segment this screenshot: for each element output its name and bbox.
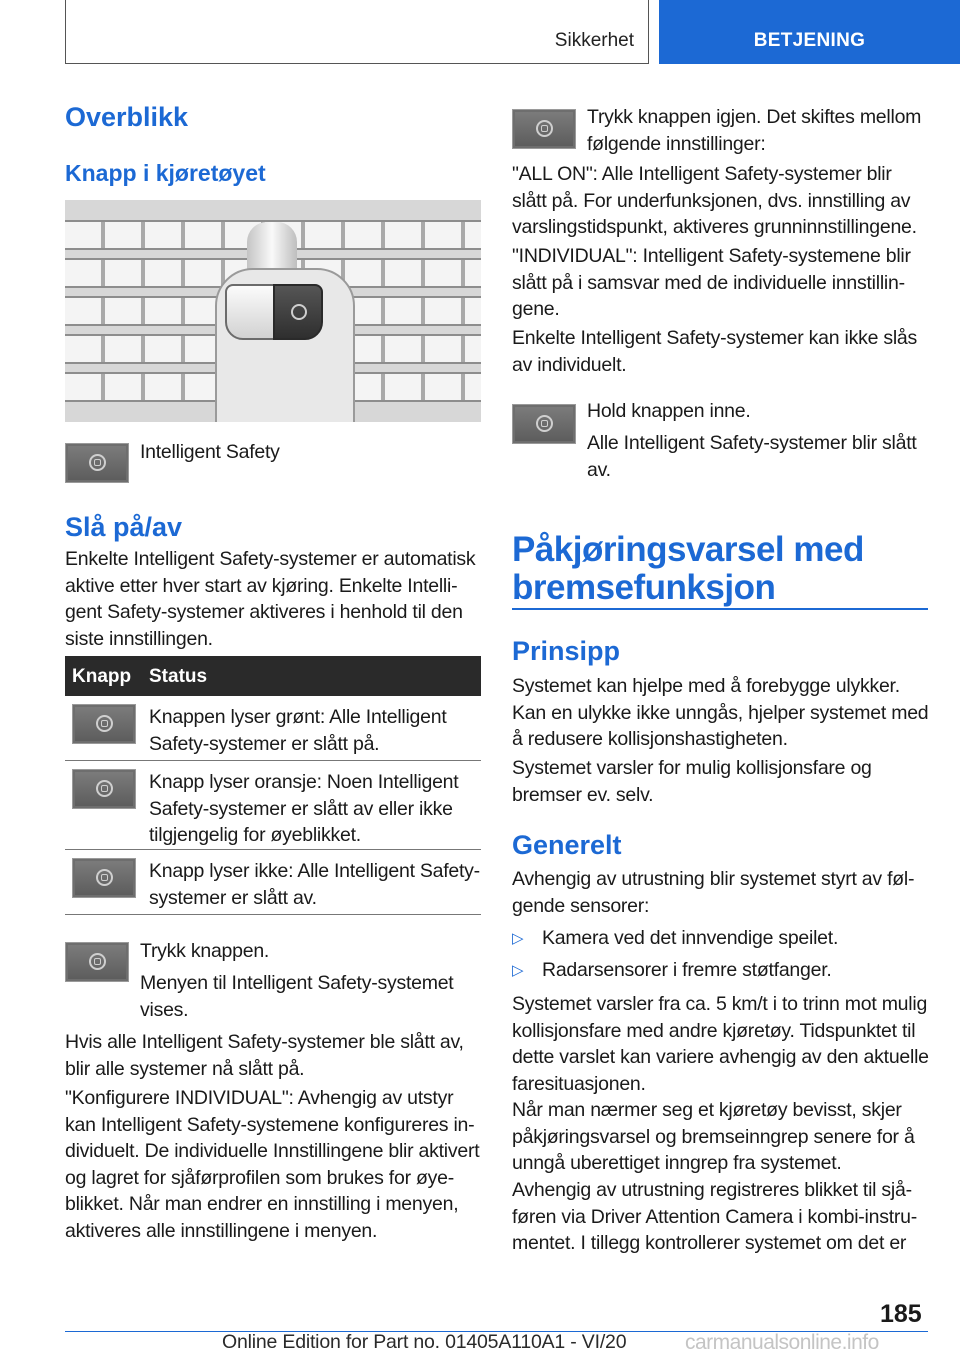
status-table [65, 656, 481, 915]
paragraph-intro: Enkelte Intelligent Safety-systemer er automatisk aktive etter hver start av kjøring. Enkelte Intelligent Safety-systemer aktiveres i henhold til den siste innstillingen. [65, 548, 476, 650]
list-item [512, 957, 930, 984]
page-header [0, 0, 960, 64]
intelligent-safety-button-icon [512, 109, 576, 149]
list-item [512, 925, 930, 952]
intelligent-safety-button-icon [512, 404, 576, 444]
table-header-row [65, 656, 481, 696]
intelligent-safety-button-icon [65, 942, 129, 982]
page-number: 185 [880, 1300, 922, 1328]
paragraph-prinsipp-2: Systemet varsler for mulig kollisjonsfare og bremser ev. selv. [512, 757, 872, 806]
heading-prinsipp: Prinsipp [512, 636, 621, 666]
heading-underline [512, 608, 928, 610]
intelligent-safety-button-icon [65, 443, 129, 483]
heading-main: Påkjøringsvarsel med bremsefunksjon [512, 530, 864, 607]
instruction-press: Trykk knappen. [140, 940, 270, 962]
heading-knapp: Knapp i kjøretøyet [65, 160, 266, 186]
button-orange-icon [72, 769, 136, 809]
intelligent-safety-switch [273, 284, 323, 340]
button-green-icon [72, 704, 136, 744]
table-row [65, 761, 481, 850]
list-item-text: Kamera ved det innvendige speilet. [542, 927, 839, 949]
table-row [65, 696, 481, 761]
triangle-bullet-icon: ▷ [512, 930, 524, 947]
paragraph-cannot-disable: Enkelte Intelligent Safety-systemer kan ikke slås av individuelt. [512, 327, 918, 376]
header-section-box [65, 0, 649, 64]
paragraph-configure: "Konfigurere INDIVIDUAL": Avhengig av utstyr kan Intelligent Safety-systemene konfigureres individuelt. De individuelle Innstillingene blir aktivert og lagret for sjåførprofilen som brukes for øyeblikket. Når man endrer en innstilling i menyen, aktiveres alle innstillingene i menyen. [65, 1087, 480, 1242]
table-header-status: Status [149, 666, 208, 687]
instruction-menu-text: Menyen til Intelligent Safety-systemet vises. [140, 972, 454, 1021]
paragraph-warning-speed: Systemet varsler fra ca. 5 km/t i to trinn mot mulig kollisjonsfare med andre kjøretøy. Tidspunktet til dette varslet kan variere avhengig av den aktuelle faresituasjonen. [512, 993, 929, 1095]
heading-generelt: Generelt [512, 830, 622, 860]
table-cell-status: Knapp lyser ikke: Alle Intelligent Safety-systemer er slått av. [149, 860, 480, 909]
instruction-menu-line1 [140, 970, 480, 1023]
paragraph-all-off: Hvis alle Intelligent Safety-systemer ble slått av, blir alle systemer nå slått på. [65, 1031, 464, 1080]
paragraph-individual: "INDIVIDUAL": Intelligent Safety-systemene blir slått på i samsvar med de individuelle innstillingene. [512, 245, 911, 320]
watermark-text: carmanualsonline.info [685, 1331, 879, 1354]
list-item-text: Radarsensorer i fremre støtfanger. [542, 959, 832, 981]
intelligent-safety-icon [291, 304, 307, 320]
triangle-bullet-icon: ▷ [512, 962, 524, 979]
heading-overblikk: Overblikk [65, 102, 189, 132]
heading-sla-pa-av: Slå på/av [65, 512, 183, 542]
header-section-title: Sikkerhet [554, 30, 634, 51]
table-cell-status: Knappen lyser grønt: Alle Intelligent Safety-systemer er slått på. [149, 706, 447, 755]
table-header-knapp: Knapp [72, 666, 132, 687]
vehicle-button-photo [65, 200, 481, 422]
paragraph-all-on: "ALL ON": Alle Intelligent Safety-systemer blir slått på. For underfunksjonen, dvs. innstilling av varslingstidspunkt, aktiveres grunninnstillingene. [512, 163, 917, 238]
paragraph-generelt: Avhengig av utrustning blir systemet styrt av følgende sensorer: [512, 868, 915, 917]
instruction-all-off: Alle Intelligent Safety-systemer blir slått av. [587, 432, 917, 481]
table-row [65, 850, 481, 915]
icon-label: Intelligent Safety [140, 441, 280, 463]
instruction-press-again: Trykk knappen igjen. Det skiftes mellom følgende innstillinger: [587, 106, 922, 155]
header-chapter-tab [659, 0, 960, 64]
button-off-icon [72, 858, 136, 898]
footer-edition: Online Edition for Part no. 01405A110A1 - VI/20 [222, 1331, 627, 1353]
table-cell-status: Knapp lyser oransje: Noen Intelligent Safety-systemer er slått av eller ikke tilgjengelig for øyeblikket. [149, 771, 459, 846]
instruction-hold: Hold knappen inne. [587, 400, 751, 422]
paragraph-deliberate-approach: Når man nærmer seg et kjøretøy bevisst, skjer påkjøringsvarsel og bremseinngrep senere for å unngå uberettiget inngrep fra systemet. [512, 1099, 915, 1174]
paragraph-driver-attention: Avhengig av utrustning registreres blikket til sjåføren via Driver Attention Camera i kombi-instrumentet. I tillegg kontrollerer systemet om det er [512, 1179, 918, 1254]
paragraph-prinsipp-1: Systemet kan hjelpe med å forebygge ulykker. Kan en ulykke ikke unngås, hjelper systemet med å redusere kollisjonshastigheten. [512, 675, 929, 750]
header-chapter-label: BETJENING [753, 30, 866, 51]
